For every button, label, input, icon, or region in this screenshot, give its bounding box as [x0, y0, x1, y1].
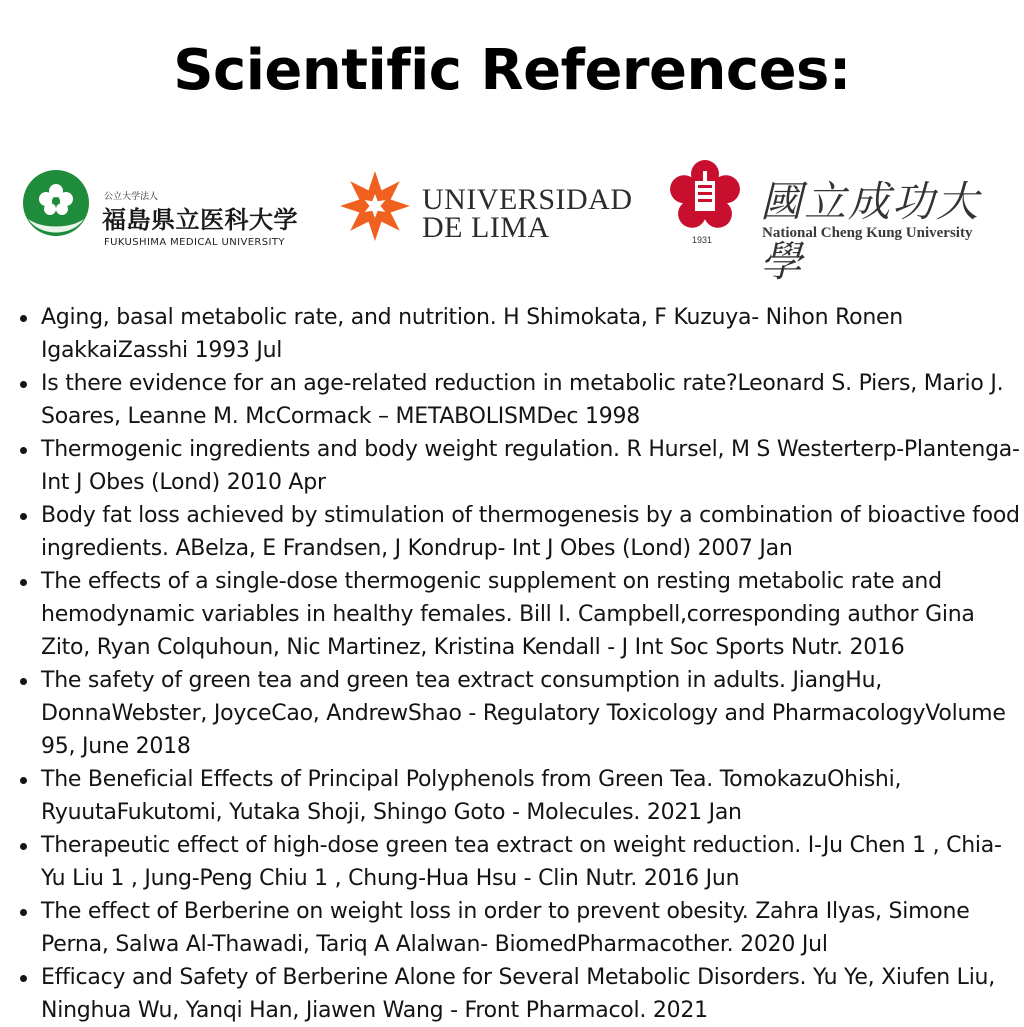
ncku-english-name: National Cheng Kung University — [762, 225, 973, 241]
reference-item — [0, 565, 1024, 664]
reference-text: The effects of a single-dose thermogenic supplement on resting metabolic rate and hemodynamic variables in healthy females. Bill I. Campbell,corresponding author Gina Zito, Ryan Colquhoun, Nic Martinez, Kristina Kendall - J Int Soc Sports Nutr. 2016 — [41, 569, 975, 660]
reference-text: The safety of green tea and green tea extract consumption in adults. JiangHu, DonnaWebster, JoyceCao, AndrewShao - Regulatory Toxicology and PharmacologyVolume 95, June 2018 — [41, 668, 1006, 759]
ncku-chinese-name: 國立成功大學 — [760, 177, 981, 286]
bullet-icon — [20, 513, 27, 520]
ncku-seal-icon — [668, 159, 742, 233]
bullet-icon — [20, 447, 27, 454]
bullet-icon — [20, 315, 27, 322]
bullet-icon — [20, 843, 27, 850]
bullet-icon — [20, 777, 27, 784]
reference-text: Therapeutic effect of high-dose green tea extract on weight reduction. I-Ju Chen 1 , Chia-Yu Liu 1 , Jung-Peng Chiu 1 , Chung-Hua Hsu - Clin Nutr. 2016 Jun — [41, 833, 1002, 891]
bullet-icon — [20, 381, 27, 388]
reference-text: The effect of Berberine on weight loss in order to prevent obesity. Zahra Ilyas, Simone Perna, Salwa Al-Thawadi, Tariq A Alalwan- BiomedPharmacother. 2020 Jul — [41, 899, 970, 957]
fukushima-english-name: FUKUSHIMA MEDICAL UNIVERSITY — [104, 237, 285, 248]
universidad-de-lima-logo — [338, 167, 638, 247]
ncku-logo — [668, 155, 1018, 286]
fukushima-leaf-icon — [20, 167, 92, 239]
reference-item — [0, 763, 1024, 829]
reference-text: Efficacy and Safety of Berberine Alone for Several Metabolic Disorders. Yu Ye, Xiufen Liu, Ninghua Wu, Yanqi Han, Jiawen Wang - Front Pharmacol. 2021 — [41, 965, 995, 1023]
fukushima-medical-university-logo — [20, 167, 300, 247]
reference-item — [0, 499, 1024, 565]
reference-text: The Beneficial Effects of Principal Polyphenols from Green Tea. TomokazuOhishi, RyuutaFukutomi, Yutaka Shoji, Shingo Goto - Molecules. 2021 Jan — [41, 767, 902, 825]
reference-item — [0, 301, 1024, 367]
reference-item — [0, 895, 1024, 961]
logo-row — [0, 155, 1024, 286]
reference-text: Aging, basal metabolic rate, and nutrition. H Shimokata, F Kuzuya- Nihon Ronen IgakkaiZasshi 1993 Jul — [41, 305, 903, 363]
reference-item — [0, 664, 1024, 763]
bullet-icon — [20, 579, 27, 586]
reference-list — [0, 301, 1024, 1027]
reference-text: Thermogenic ingredients and body weight regulation. R Hursel, M S Westerterp-Plantenga- Int J Obes (Lond) 2010 Apr — [41, 437, 1020, 495]
lima-star-icon — [338, 169, 412, 243]
page-title: Scientific References: — [173, 38, 851, 103]
bullet-icon — [20, 975, 27, 982]
reference-item — [0, 433, 1024, 499]
bullet-icon — [20, 909, 27, 916]
reference-item — [0, 829, 1024, 895]
ncku-year: 1931 — [692, 235, 713, 245]
reference-item — [0, 961, 1024, 1027]
reference-item — [0, 367, 1024, 433]
fukushima-small-text: 公立大学法人 — [104, 192, 159, 202]
fukushima-kanji-name: 福島県立医科大学 — [102, 206, 298, 234]
reference-text: Body fat loss achieved by stimulation of thermogenesis by a combination of bioactive food ingredients. ABelza, E Frandsen, J Kondrup- Int J Obes (Lond) 2007 Jan — [41, 503, 1020, 561]
lima-name-line2: DE LIMA — [422, 211, 550, 244]
lima-name-line1: UNIVERSIDAD — [422, 183, 633, 216]
reference-text: Is there evidence for an age-related reduction in metabolic rate?Leonard S. Piers, Mario J. Soares, Leanne M. McCormack – METABOLISMDec 1998 — [41, 371, 1004, 429]
bullet-icon — [20, 678, 27, 685]
